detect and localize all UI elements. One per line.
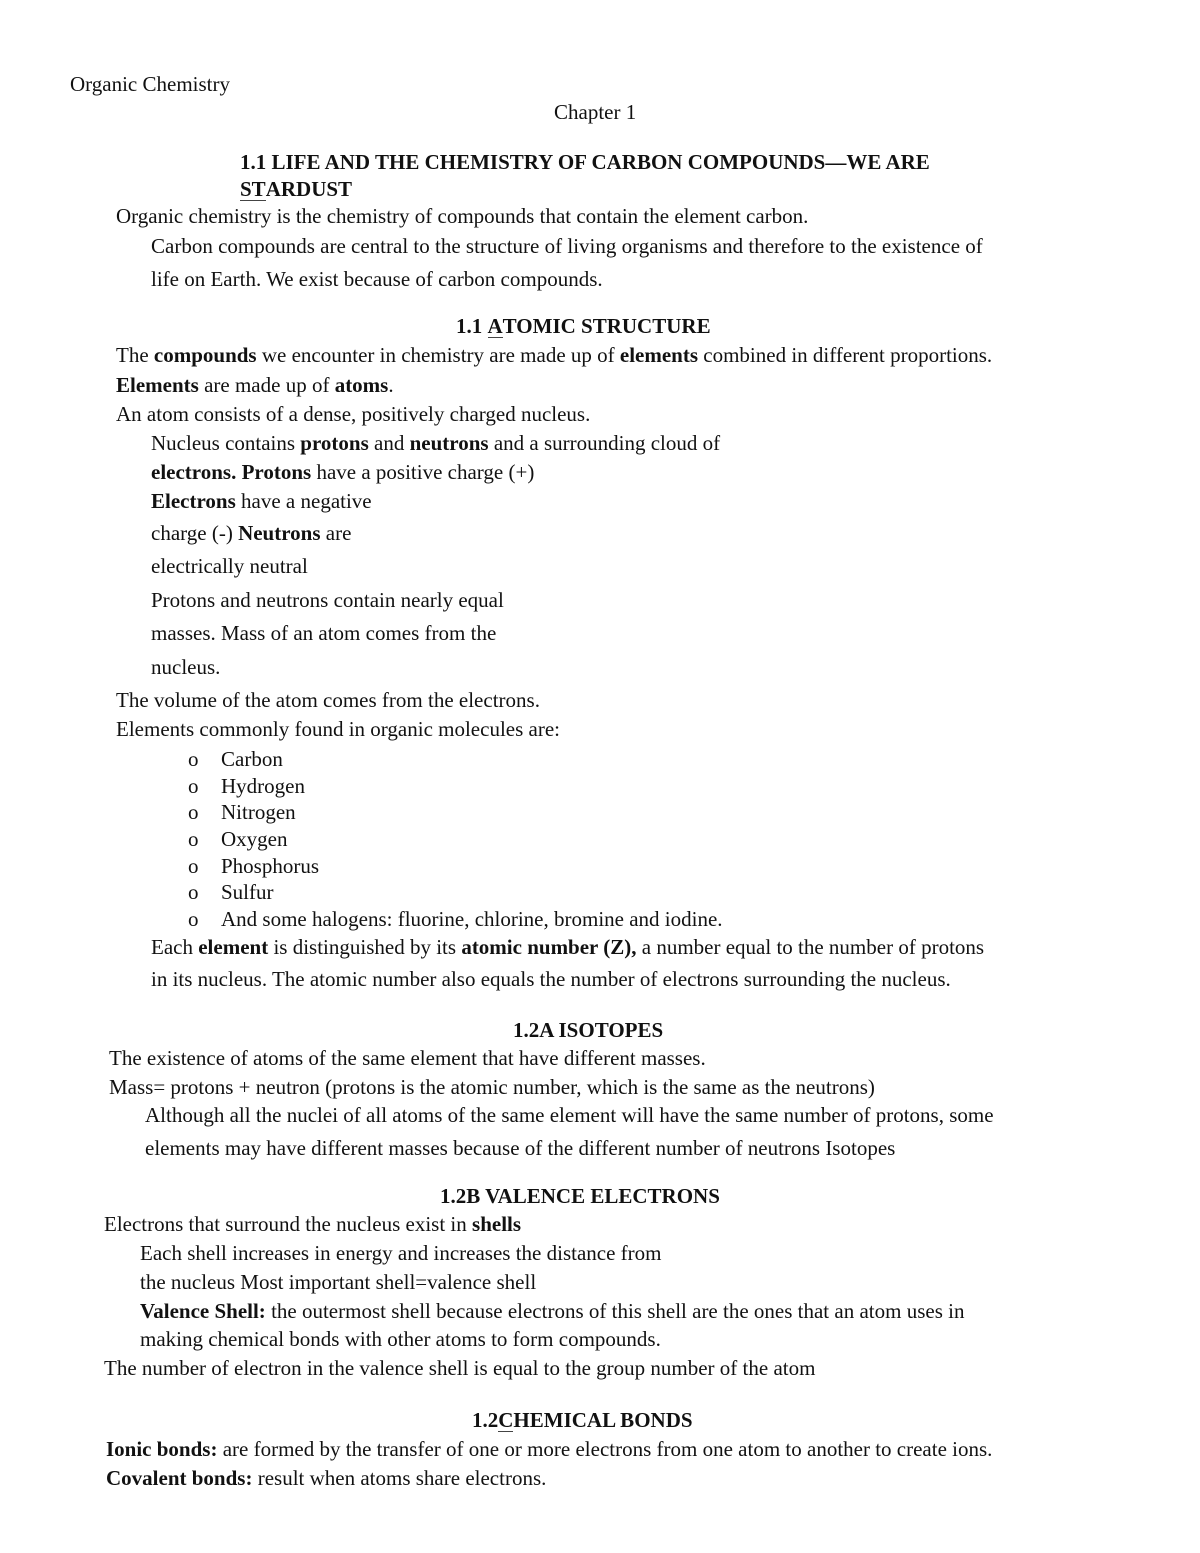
paragraph-line: life on Earth. We exist because of carbon compounds.: [151, 267, 603, 291]
bold-term: Elements: [116, 373, 199, 397]
paragraph-line: [151, 433, 720, 454]
bullet-marker: o: [188, 880, 199, 904]
paragraph-line: [106, 1468, 546, 1489]
list-item-text: And some halogens: fluorine, chlorine, bromine and iodine.: [221, 907, 723, 931]
underlined-text: ST: [240, 177, 266, 201]
text: are formed by the transfer of one or more electrons from one atom to another to create ions.: [217, 1437, 993, 1461]
paragraph-line: [151, 937, 984, 958]
bold-term: shells: [472, 1212, 522, 1236]
paragraph-line: The number of electron in the valence shell is equal to the group number of the atom: [104, 1356, 816, 1380]
bullet-marker: o: [188, 800, 199, 824]
text: .: [388, 373, 394, 397]
list-item: [188, 747, 283, 771]
paragraph-line: the nucleus Most important shell=valence shell: [140, 1270, 537, 1294]
list-item-text: Phosphorus: [221, 854, 320, 878]
text: result when atoms share electrons.: [252, 1466, 547, 1490]
text: Nucleus contains: [151, 431, 301, 455]
list-item: [188, 774, 305, 798]
bullet-marker: o: [188, 854, 199, 878]
text: a number equal to the number of protons: [636, 935, 985, 959]
heading-text: 1.2: [472, 1408, 499, 1432]
bullet-marker: o: [188, 774, 199, 798]
bold-term: Ionic bonds:: [106, 1437, 218, 1461]
section-heading-bonds: [472, 1410, 693, 1432]
bullet-marker: o: [188, 827, 199, 851]
list-item: [188, 800, 296, 824]
text: and: [368, 431, 410, 455]
section-heading-isotopes: 1.2A ISOTOPES: [513, 1018, 664, 1042]
bold-term: elements: [619, 343, 699, 367]
paragraph-line: [151, 491, 372, 512]
bold-term: atomic number (Z),: [461, 935, 637, 959]
list-item: [188, 827, 288, 851]
bullet-marker: o: [188, 747, 199, 771]
bold-term: element: [198, 935, 269, 959]
heading-text: TOMIC STRUCTURE: [502, 314, 711, 338]
paragraph-line: Each shell increases in energy and increases the distance from: [140, 1241, 662, 1265]
bullet-marker: o: [188, 907, 199, 931]
text: Each: [151, 935, 199, 959]
paragraph-line: nucleus.: [151, 655, 221, 679]
paragraph-line: [151, 462, 534, 483]
paragraph-line: [104, 1214, 521, 1235]
text: are made up of: [198, 373, 335, 397]
bold-term: Covalent bonds:: [106, 1466, 253, 1490]
paragraph-line: in its nucleus. The atomic number also equals the number of electrons surrounding the nucleus.: [151, 967, 951, 991]
bold-term: atoms: [334, 373, 389, 397]
paragraph-line: making chemical bonds with other atoms to form compounds.: [140, 1327, 661, 1351]
paragraph-line: [151, 523, 351, 544]
text: is distinguished by its: [268, 935, 462, 959]
text: the outermost shell because electrons of this shell are the ones that an atom uses in: [265, 1299, 965, 1323]
section-heading-valence: 1.2B VALENCE ELECTRONS: [440, 1184, 720, 1208]
bold-term: Valence Shell:: [140, 1299, 266, 1323]
underlined-text: A: [487, 314, 503, 338]
paragraph-line: Elements commonly found in organic molecules are:: [116, 717, 560, 741]
list-item: [188, 854, 320, 878]
section-heading-life: 1.1 LIFE AND THE CHEMISTRY OF CARBON COMPOUNDS—WE ARE: [240, 150, 930, 174]
text: Electrons that surround the nucleus exist in: [104, 1212, 473, 1236]
paragraph-line: [106, 1439, 992, 1460]
text: combined in different proportions.: [698, 343, 993, 367]
paragraph-line: The existence of atoms of the same element that have different masses.: [109, 1046, 706, 1070]
list-item-text: Carbon: [221, 747, 283, 771]
paragraph-line: elements may have different masses because of the different number of neutrons Isotopes: [145, 1136, 896, 1160]
text: The: [116, 343, 154, 367]
section-heading-life-cont: [240, 179, 352, 201]
paragraph-line: Although all the nuclei of all atoms of the same element will have the same number of protons, some: [145, 1103, 994, 1127]
paragraph-line: masses. Mass of an atom comes from the: [151, 621, 497, 645]
bold-term: Electrons: [151, 489, 236, 513]
paragraph-line: [116, 375, 394, 396]
list-item: [188, 880, 274, 904]
section-heading-atomic: [456, 316, 711, 338]
paragraph-line: Protons and neutrons contain nearly equal: [151, 588, 504, 612]
text: are: [320, 521, 352, 545]
text: have a positive charge (+): [311, 460, 535, 484]
paragraph-line: [116, 345, 992, 366]
text: have a negative: [235, 489, 372, 513]
paragraph-line: electrically neutral: [151, 554, 308, 578]
text: charge (-): [151, 521, 239, 545]
bold-term: protons: [300, 431, 369, 455]
chapter-title: Chapter 1: [554, 100, 637, 124]
underlined-text: C: [498, 1408, 514, 1432]
list-item-text: Hydrogen: [221, 774, 305, 798]
bold-term: Neutrons: [238, 521, 321, 545]
paragraph-line: Carbon compounds are central to the structure of living organisms and therefore to the existence of: [151, 234, 983, 258]
paragraph-line: Organic chemistry is the chemistry of compounds that contain the element carbon.: [116, 204, 809, 228]
heading-text: HEMICAL BONDS: [513, 1408, 693, 1432]
list-item-text: Oxygen: [221, 827, 288, 851]
course-title: Organic Chemistry: [70, 72, 231, 96]
heading-text: RDUST: [280, 177, 353, 201]
paragraph-line: Mass= protons + neutron (protons is the atomic number, which is the same as the neutrons): [109, 1075, 875, 1099]
bold-term: neutrons: [409, 431, 489, 455]
paragraph-line: An atom consists of a dense, positively charged nucleus.: [116, 402, 591, 426]
text: we encounter in chemistry are made up of: [256, 343, 620, 367]
paragraph-line: The volume of the atom comes from the electrons.: [116, 688, 540, 712]
paragraph-line: [140, 1301, 964, 1322]
bold-term: electrons. Protons: [151, 460, 312, 484]
list-item-text: Nitrogen: [221, 800, 296, 824]
list-item: [188, 907, 723, 931]
text: and a surrounding cloud of: [488, 431, 721, 455]
list-item-text: Sulfur: [221, 880, 274, 904]
bold-term: compounds: [153, 343, 257, 367]
heading-text: 1.1: [456, 314, 488, 338]
heading-text: A: [265, 177, 281, 201]
